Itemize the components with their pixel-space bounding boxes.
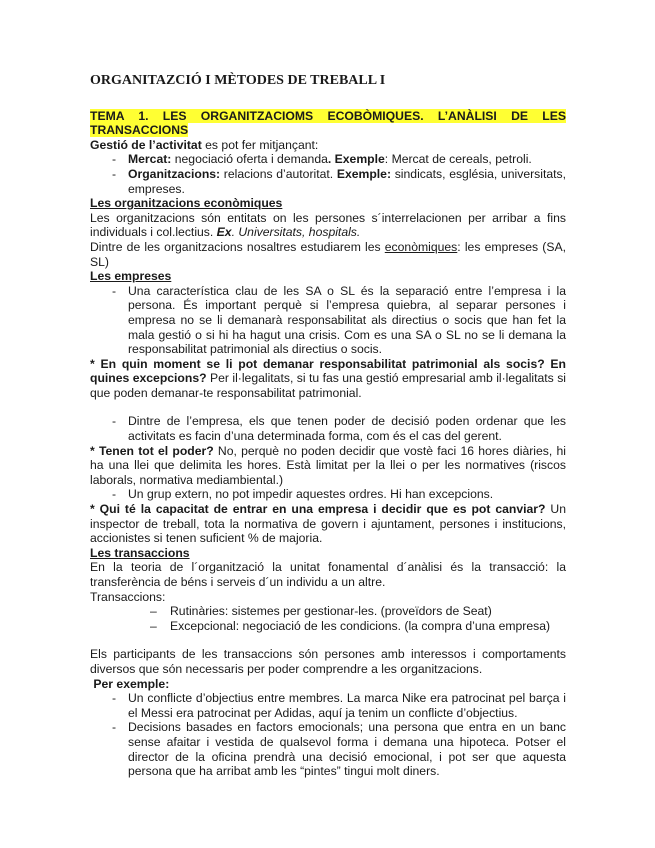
per-exemple-label: Per exemple: <box>90 676 170 691</box>
section-heading-organitzacions: Les organitzacions econòmiques <box>90 196 283 211</box>
empreses-list-3 <box>90 487 566 502</box>
question-paragraph: * Qui té la capacitat de entrar en una empresa i decidir que es pot canviar? Un inspector de treball, tota la normativa de govern i ajuntament, persones i institucions, accionistes si tenen suficient % de majoria. <box>90 502 566 546</box>
gestio-text: es pot fer mitjançant: <box>201 137 319 152</box>
paragraph: Dintre de les organitzacions nosaltres estudiarem les econòmiques: les empreses (SA, SL) <box>90 239 566 269</box>
transaccions-label: Transaccions: <box>90 589 166 604</box>
chapter-heading <box>90 109 566 138</box>
gestio-list <box>90 152 566 196</box>
paragraph: Els participants de les transaccions són persones amb interessos i comportaments diversos que són necessaris per poder comprendre a les organitzacions. <box>90 647 566 676</box>
empreses-list-1 <box>90 284 566 357</box>
paragraph: Les organitzacions són entitats on les persones s´interrelacionen per arribar a fins individuals i col.lectius. Ex. Universitats, hospitals. <box>90 210 566 240</box>
list-item: - Un grup extern, no pot impedir aquestes ordres. Hi han excepcions. <box>90 487 566 502</box>
list-item: - Mercat: negociació oferta i demanda. Exemple: Mercat de cereals, petroli. <box>90 152 566 167</box>
examples-list <box>90 691 566 779</box>
list-item: - Decisions basades en factors emocionals; una persona que entra en un banc sense afaitar i vestida de qualsevol forma i demana una hipoteca. Potser el director de la oficina prendrà una decisió emocional, i pot ser que aquesta persona que ha arribat amb les “pintes” tingui molt diners. <box>90 720 566 778</box>
empreses-list-2 <box>90 414 566 443</box>
list-item: - Organitzacions: relacions d’autoritat. Exemple: sindicats, església, universitats, empreses. <box>90 167 566 196</box>
paragraph: En la teoria de l´organització la unitat fonamental d´anàlisi és la transacció: la transferència de béns i serveis d´un individu a un altre. <box>90 560 566 589</box>
question-paragraph: * Tenen tot el poder? No, perquè no poden decidir que vostè faci 16 hores diàries, hi ha una llei que delimita les hores. Està limitat per la llei o per les normatives (riscos laborals, normativa mediambiental.) <box>90 443 566 487</box>
chapter-heading-highlight: TEMA 1. LES ORGANITZACIOMS ECOBÒMIQUES. L’ANÀLISI DE LES TRANSACCIONS <box>90 108 566 138</box>
document-title: ORGANITAZCIÓ I MÈTODES DE TREBALL I <box>90 73 386 88</box>
gestio-paragraph <box>90 138 566 153</box>
question-paragraph: * En quin moment se li pot demanar responsabilitat patrimonial als socis? En quines excepcions? Per il·legalitats, si tu fas una gestió empresarial amb il·legalitats si que poden demanar-te responsabilitat patrimonial. <box>90 356 566 400</box>
list-item: - Una característica clau de les SA o SL és la separació entre l’empresa i la persona. És important perquè si l’empresa quiebra, al separar persones i empresa no se li demanarà responsabilitat als directius o socis que han fet la mala gestió o si hi ha hagut una crisis. Com es una SA o SL no se li demana la responsabilitat patrimonial als directius o socis. <box>90 284 566 357</box>
gestio-term: Gestió de l’activitat <box>90 137 202 152</box>
document-page <box>90 74 566 779</box>
section-heading-transaccions: Les transaccions <box>90 545 190 560</box>
list-item: – Excepcional: negociació de les condicions. (la compra d’una empresa) <box>90 619 566 634</box>
list-item: - Un conflicte d’objectius entre membres. La marca Nike era patrocinat pel barça i el Messi era patrocinat per Adidas, aquí ja tenim un conflicte d’objectius. <box>90 691 566 720</box>
transaccions-list <box>90 604 566 633</box>
list-item: - Dintre de l’empresa, els que tenen poder de decisió poden ordenar que les activitats es facin d’una determinada forma, com és el cas del gerent. <box>90 414 566 443</box>
list-item: – Rutinàries: sistemes per gestionar-les. (proveïdors de Seat) <box>90 604 566 619</box>
section-heading-empreses: Les empreses <box>90 269 172 284</box>
